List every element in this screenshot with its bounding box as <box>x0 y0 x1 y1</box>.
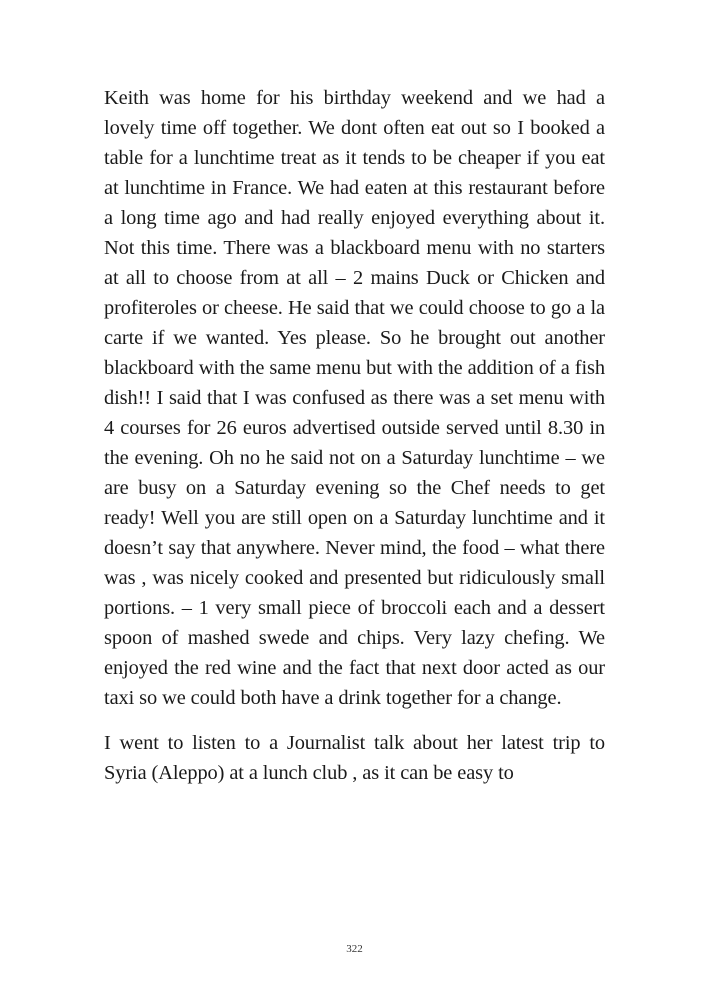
paragraph-journalist-talk: I went to listen to a Journalist talk about her latest trip to Syria (Aleppo) at a lunch club , as it can be easy to <box>104 732 605 784</box>
paragraph-birthday-lunch: Keith was home for his birthday weekend and we had a lovely time off together. We dont often eat out so I booked a table for a lunchtime treat as it tends to be cheaper if you eat at lunchtime in France. We had eaten at this restaurant before a long time ago and had really enjoyed everything about it. Not this time. There was a blackboard menu with no starters at all to choose from at all – 2 mains Duck or Chicken and profiteroles or cheese. He said that we could choose to go a la carte if we wanted. Yes please. So he brought out another blackboard with the same menu but with the addition of a fish dish!! I said that I was confused as there was a set menu with 4 courses for 26 euros advertised outside served until 8.30 in the evening. Oh no he said not on a Saturday lunchtime – we are busy on a Saturday evening so the Chef needs to get ready! Well you are still open on a Saturday lunchtime and it doesn’t say that anywhere. Never mind, the food – what there was , was nicely cooked and presented but ridiculously small portions. – 1 very small piece of broccoli each and a dessert spoon of mashed swede and chips. Very lazy chefing. We enjoyed the red wine and the fact that next door acted as our taxi so we could both have a drink together for a change. <box>104 87 605 709</box>
page-number: 322 <box>346 943 363 955</box>
page-body <box>104 83 605 788</box>
